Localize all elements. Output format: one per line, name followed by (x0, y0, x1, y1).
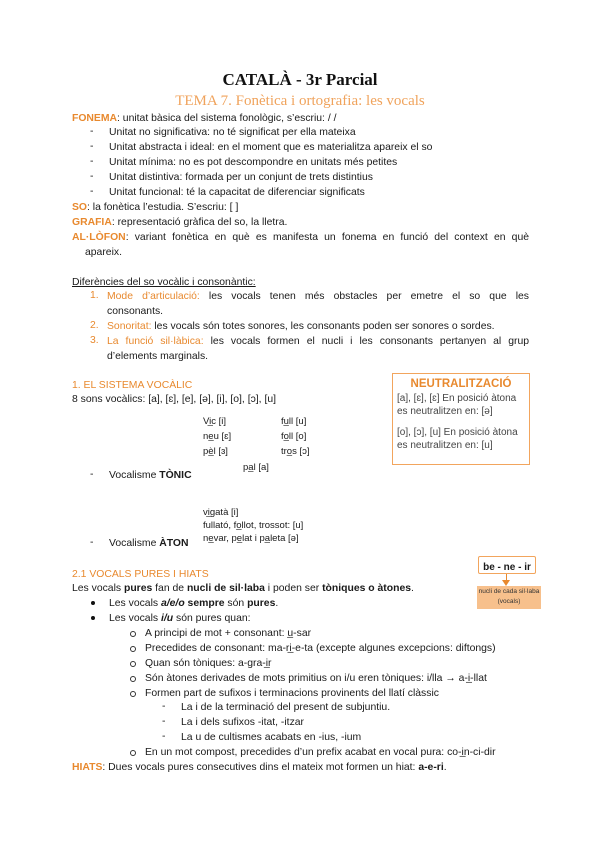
fonema-item: Unitat no significativa: no té significat per ella mateixa (109, 127, 356, 138)
difference-item (107, 335, 529, 349)
difference-number: 2. (90, 320, 99, 331)
sub-item: En un mot compost, precedides d’un prefix acabat en vocal pura: co-i̲n-ci-dir (145, 747, 496, 758)
aton-example: fullató, fo̲llot, trossot: [u] (203, 520, 304, 531)
difference-text: les vocals formen el nucli i les consonants pertanyen al grup (203, 336, 529, 347)
circle-bullet (130, 750, 136, 756)
aton-example: vi̲gatà [i] (203, 507, 239, 518)
difference-number: 3. (90, 335, 99, 346)
grafia-text: : representació gràfica del so, la lletra. (111, 217, 288, 228)
neutralitzacio-rule: [o], [ɔ], [u] En posició àtona es neutralitzen en: [u] (397, 427, 518, 451)
section-heading: 2.1 VOCALS PURES I HIATS (72, 569, 209, 580)
neutralitzacio-rule: [a], [ɛ], [ɛ] En posició àtona es neutralitzen en: [ə] (397, 393, 517, 417)
so-definition (72, 201, 238, 215)
circle-bullet (130, 691, 136, 697)
vocalisme-aton-label: Vocalisme ÀTON (109, 538, 189, 549)
tonic-example: pè̲l [ɜ] (203, 446, 228, 457)
aton-examples (203, 506, 303, 545)
vowel-sounds: 8 sons vocàlics: [a], [ɛ], [e], [ə], [i], [o], [ɔ], [u] (72, 394, 276, 405)
hiats-term: HIATS (72, 762, 103, 773)
difference-continuation: consonants. (107, 306, 164, 317)
fonema-item: Unitat distintiva: formada per un conjunt de trets distintius (109, 172, 373, 183)
section-heading: 1. EL SISTEMA VOCÀLIC (72, 380, 193, 391)
difference-text: les vocals tenen més obstacles per emetre el so que les (199, 291, 529, 302)
difference-item (107, 290, 529, 304)
dash-item: La i dels sufixos -itat, -itzar (181, 717, 304, 728)
grafia-term: GRAFIA (72, 217, 112, 228)
syllable-word: be - ne - ir (483, 562, 531, 573)
sub-item: Precedides de consonant: ma-ri̲-e-ta (excepte algunes excepcions: diftongs) (145, 643, 496, 654)
vocalisme-tonic-label: Vocalisme TÒNIC (109, 470, 192, 481)
difference-item (107, 320, 529, 334)
tonic-column-1 (203, 414, 231, 459)
dash-item: La u de cultismes acabats en -ius, -ium (181, 732, 362, 743)
neutralitzacio-box (392, 373, 530, 465)
fonema-term: FONEMA (72, 113, 118, 124)
hiats-definition: HIATS: Dues vocals pures consecutives dins el mateix mot formen un hiat: a-e-ri. (72, 762, 447, 773)
page-title: CATALÀ - 3r Parcial (222, 70, 378, 89)
tonic-example: tro̲s [ɔ] (281, 446, 310, 457)
bullet-item: Les vocals i/u són pures quan: (109, 613, 251, 624)
tonic-example: Vi̲c [i] (203, 416, 227, 427)
difference-number: 1. (90, 290, 99, 301)
so-term: SO (72, 202, 88, 213)
sub-item: A principi de mot + consonant: u̲-sar (145, 628, 312, 639)
fonema-item: Unitat mínima: no es pot descompondre en unitats més petites (109, 157, 398, 168)
difference-text: les vocals són totes sonores, les consonants poden ser sonores o sordes. (151, 321, 495, 332)
difference-label: Sonoritat: (107, 321, 152, 332)
tonic-example: fu̲ll [u] (281, 416, 307, 427)
difference-label: Mode d’articulació: (107, 291, 200, 302)
dash-item: La i de la terminació del present de subjuntiu. (181, 702, 391, 713)
syllable-nucleus-caption: nucli de cada sil·laba (vocals) (477, 586, 541, 609)
fonema-definition (72, 112, 337, 126)
alofon-term: AL·LÒFON (72, 232, 126, 243)
alofon-continuation: apareix. (85, 247, 122, 258)
circle-bullet (130, 661, 136, 667)
page-subtitle: TEMA 7. Fonètica i ortografia: les vocals (175, 93, 425, 109)
aton-example: ne̲var, pe̲lat i pa̲leta [ə] (203, 533, 299, 544)
circle-bullet (130, 676, 136, 682)
sub-item: Formen part de sufixos i terminacions provinents del llatí clàssic (145, 688, 439, 699)
alofon-text: : variant fonètica en què es manifesta un fonema en funció del context en què (125, 232, 529, 243)
difference-label: La funció sil·làbica: (107, 336, 204, 347)
tonic-example: pa̲l [a] (243, 462, 269, 473)
bullet-dot (91, 616, 95, 620)
grafia-definition (72, 216, 287, 230)
alofon-definition (72, 231, 529, 245)
bullet-item: Les vocals a/e/o sempre són pures. (109, 598, 279, 609)
fonema-item: Unitat funcional: té la capacitat de diferenciar significats (109, 187, 365, 198)
so-text: : la fonètica l’estudia. S’escriu: [ ] (87, 202, 239, 213)
differences-heading: Diferències del so vocàlic i consonàntic: (72, 277, 256, 288)
tonic-column-2 (281, 414, 310, 459)
circle-bullet (130, 646, 136, 652)
pure-vowels-intro: Les vocals pures fan de nucli de sil·laba i poden ser tòniques o àtones. (72, 583, 414, 594)
neutralitzacio-title: NEUTRALITZACIÓ (410, 378, 512, 390)
circle-bullet (130, 631, 136, 637)
sub-item: Són àtones derivades de mots primitius on i/u eren tòniques: i/lla → a-i̲-llat (145, 673, 487, 684)
tonic-example: ne̲u [ɛ] (203, 431, 232, 442)
difference-continuation: d’elements marginals. (107, 351, 209, 362)
bullet-dot (91, 601, 95, 605)
tonic-example: fo̲ll [o] (281, 431, 307, 442)
fonema-item: Unitat abstracta i ideal: en el moment que es materialitza apareix el so (109, 142, 433, 153)
sub-item: Quan són tòniques: a-gra-i̲r (145, 658, 272, 669)
fonema-text: : unitat bàsica del sistema fonològic, s’escriu: / / (117, 113, 337, 124)
